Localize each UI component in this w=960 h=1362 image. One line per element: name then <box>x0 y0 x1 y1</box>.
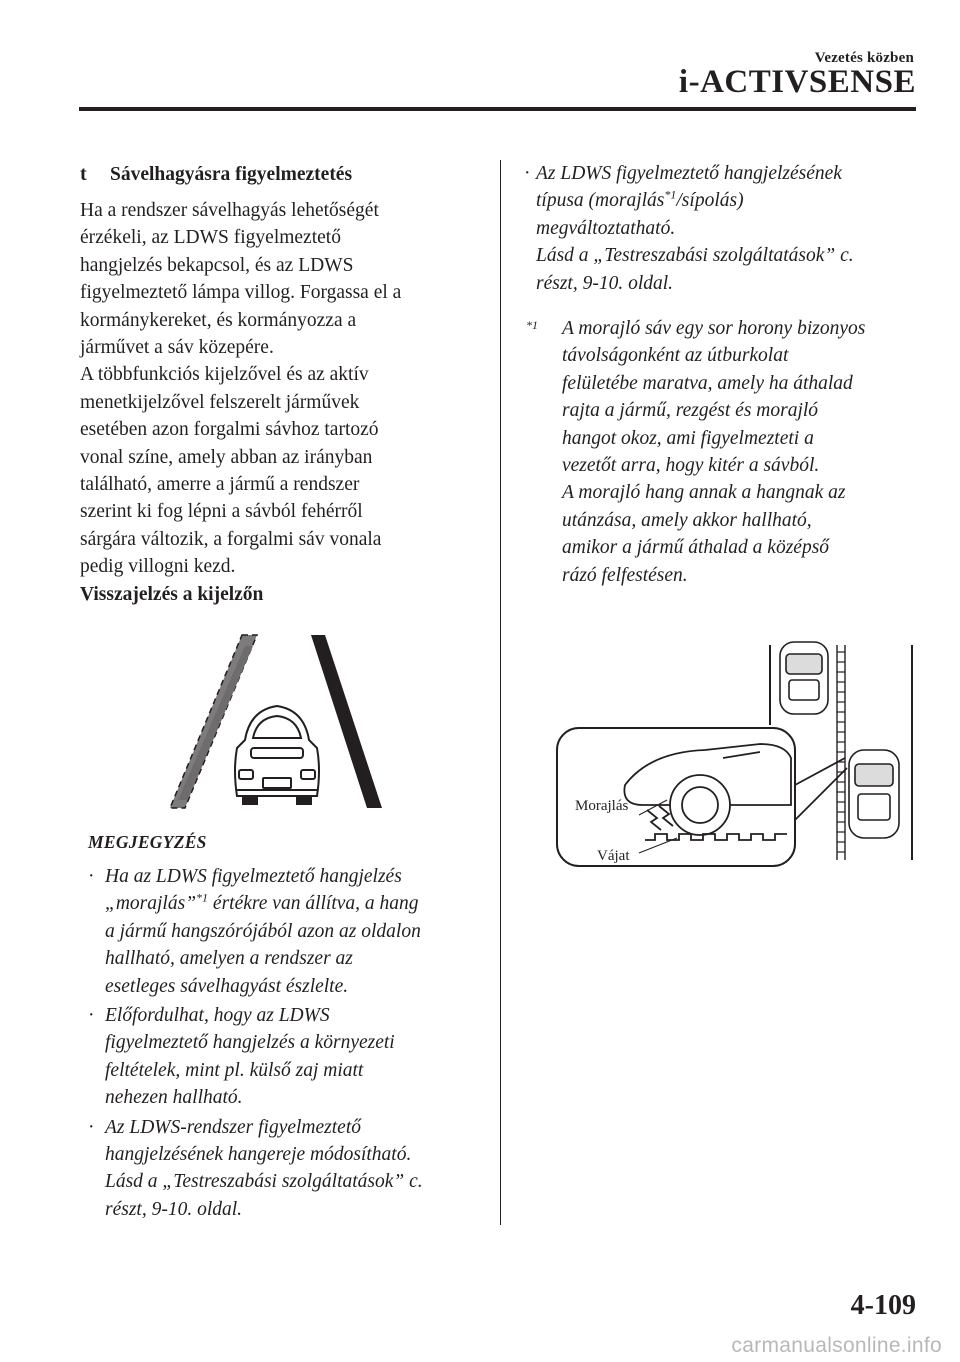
label-rumble: Morajlás <box>575 798 629 814</box>
footnote-text: A morajló sáv egy sor horony bizonyos távolságonként az útburkolat felületébe maratva, amely ha áthalad rajta a jármű, rezgést és morajló hangot okoz, ami figyelmezteti a vezetőt arra, hogy kitér a sávból. A morajló hang annak a hangnak az utánzása, amely akkor hallható, amikor a jármű áthalad a középső rázó felfestésen. <box>562 318 866 586</box>
section-heading-text: Sávelhagyásra figyelmeztetés <box>110 164 353 185</box>
right-lane-line <box>311 635 382 808</box>
section-heading <box>80 160 480 189</box>
lane-display-figure <box>165 630 395 820</box>
car-top-view-lower <box>849 750 899 838</box>
watermark: carmanualsonline.info <box>731 1334 942 1357</box>
bullet-dot: · <box>88 1116 95 1138</box>
chapter-title: i-ACTIVSENSE <box>678 64 916 100</box>
right-column <box>522 160 922 589</box>
note-item-3-text: Az LDWS-rendszer figyelmeztető hangjelzésének hangereje módosítható. Lásd a „Testreszabási szolgáltatások” c. részt, 9-10. oldal. <box>105 1116 423 1220</box>
right-bullet-item <box>522 160 922 297</box>
column-divider <box>500 160 501 1225</box>
right-bullet-text-b: /sípolás) megváltoztatható. Lásd a „Testreszabási szolgáltatások” c. részt, 9-10. oldal. <box>536 190 854 294</box>
bullet-dot: · <box>88 1005 95 1027</box>
note-item <box>80 863 485 1000</box>
paragraph-1: Ha a rendszer sávelhagyás lehetőségét érzékeli, az LDWS figyelmeztető hangjelzés bekapcsol, és az LDWS figyelmeztető lámpa villog. Forgassa el a kormánykereket, és kormányozza a járművet a sáv közepére. <box>80 200 402 359</box>
note-item-1-text-a: Ha az LDWS figyelmeztető hangjelzés „morajlás” <box>105 866 402 915</box>
label-groove: Vájat <box>597 848 630 864</box>
note-item-2-text: Előfordulhat, hogy az LDWS figyelmeztető hangjelzés a környezeti feltételek, mint pl. külső zaj miatt nehezen hallható. <box>105 1005 395 1109</box>
page-number: 4-109 <box>850 1290 916 1321</box>
display-feedback-heading: Visszajelzés a kijelzőn <box>80 583 264 605</box>
note-item-1-text-b: értékre van állítva, a hang a jármű hangszórójából azon az oldalon hallható, amelyen a rendszer az esetleges sávelhagyást észlelte. <box>105 893 421 997</box>
chapter-subtitle: Vezetés közben <box>814 50 914 66</box>
rumble-strip-figure <box>555 640 930 870</box>
right-bullet-text-a: Az LDWS figyelmeztető hangjelzésének típusa (morajlás <box>536 163 842 212</box>
note-block <box>80 832 485 1223</box>
paragraph-2: A többfunkciós kijelzővel és az aktív menetkijelzővel felszerelt járművek esetében azon forgalmi sávhoz tartozó vonal színe, amely abban az irányban található, amerre a jármű a rendszer szerint ki fog lépni a sávból fehérről sárgára változik, a forgalmi sáv vonala pedig villogni kezd. <box>80 364 382 578</box>
footnote-ref: *1 <box>664 187 677 202</box>
note-title: MEGJEGYZÉS <box>88 832 207 852</box>
bullet-dot: · <box>524 163 531 184</box>
rumble-strip-grooves <box>837 652 845 852</box>
car-rear-icon <box>235 706 319 804</box>
left-column <box>80 160 480 608</box>
section-marker: t <box>80 163 87 185</box>
bullet-dot: · <box>88 866 95 887</box>
car-top-view-upper <box>780 642 828 714</box>
footnote: *1 A morajló sáv egy sor horony bizonyos távolságonként az útburkolat felületébe maratva, amely ha áthalad rajta a jármű, rezgést és morajló hangot okoz, ami figyelmezteti a vezetőt arra, hogy kitér a sávból. A morajló hang annak a hangnak az utánzása, amely akkor hallható, amikor a jármű áthalad a középső rázó felfestésen. <box>526 318 866 586</box>
footnote-ref: *1 <box>196 890 209 905</box>
note-item <box>80 1114 485 1224</box>
note-item <box>80 1002 485 1112</box>
header-rule <box>79 107 916 111</box>
